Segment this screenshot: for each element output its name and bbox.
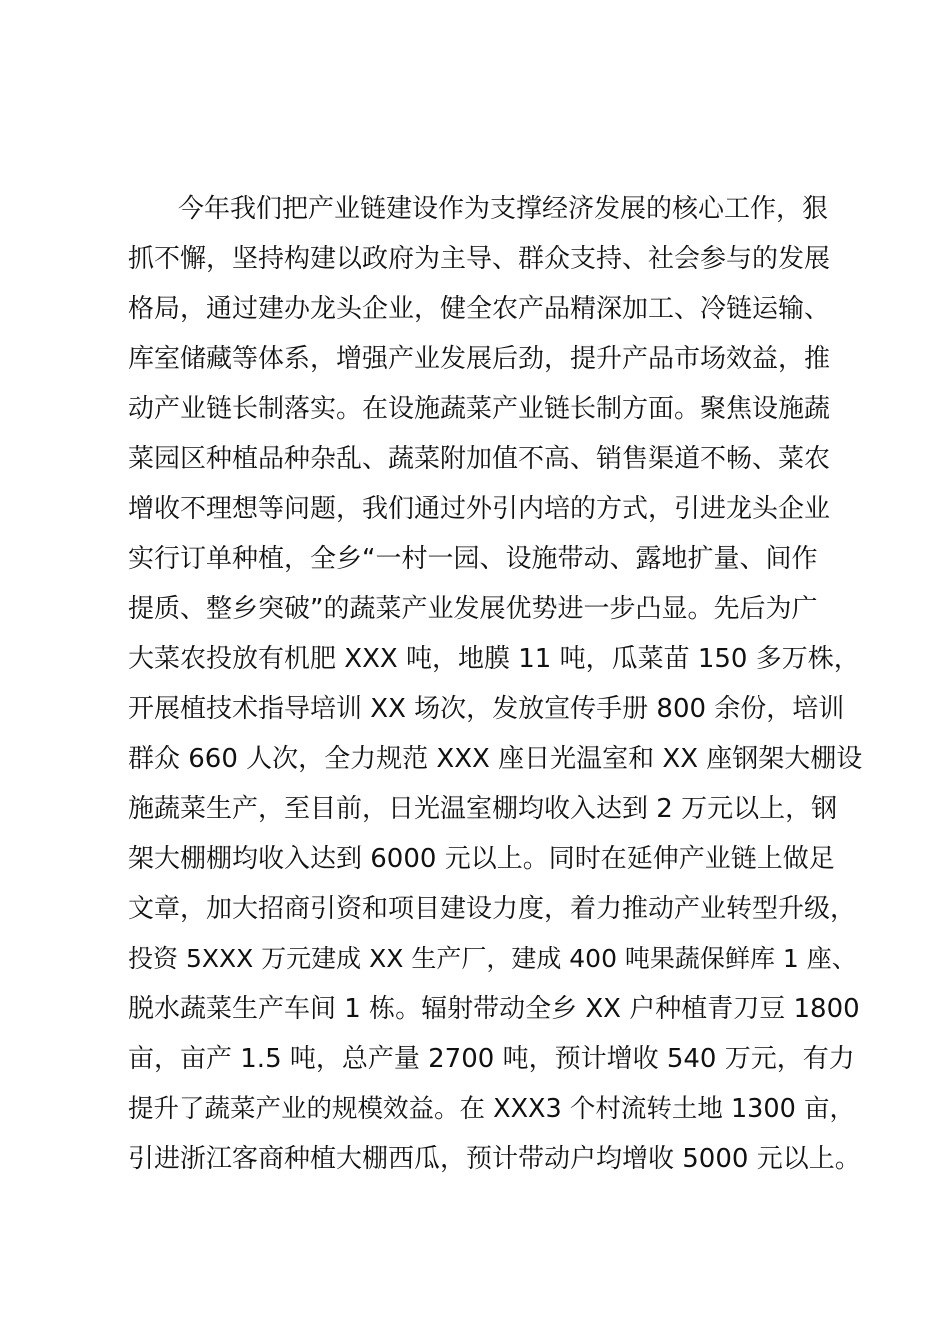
paragraph-line-2: 抓不懈，坚持构建以政府为主导、群众支持、社会参与的发展 bbox=[128, 244, 831, 274]
paragraph-line-8: 实行订单种植，全乡“一村一园、设施带动、露地扩量、间作 bbox=[128, 544, 818, 574]
paragraph-line-17: 脱水蔬菜生产车间 1 栋。辐射带动全乡 XX 户种植青刀豆 1800 bbox=[128, 994, 860, 1024]
paragraph-line-16: 投资 5XXX 万元建成 XX 生产厂，建成 400 吨果蔬保鲜库 1 座、 bbox=[128, 944, 857, 973]
paragraph-line-11: 开展植技术指导培训 XX 场次，发放宣传手册 800 余份，培训 bbox=[128, 694, 845, 724]
paragraph-line-3: 格局，通过建办龙头企业，健全农产品精深加工、冷链运输、 bbox=[128, 294, 831, 324]
paragraph-line-18: 亩，亩产 1.5 吨，总产量 2700 吨，预计增收 540 万元，有力 bbox=[128, 1044, 855, 1074]
paragraph-line-19: 提升了蔬菜产业的规模效益。在 XXX3 个村流转土地 1300 亩， bbox=[128, 1094, 855, 1124]
paragraph-line-4: 库室储藏等体系，增强产业发展后劲，提升产品市场效益，推 bbox=[128, 344, 831, 374]
paragraph-line-15: 文章，加大招商引资和项目建设力度，着力推动产业转型升级， bbox=[128, 894, 857, 924]
paragraph-line-10: 大菜农投放有机肥 XXX 吨，地膜 11 吨，瓜菜苗 150 多万株， bbox=[128, 644, 860, 674]
paragraph-line-20: 引进浙江客商种植大棚西瓜，预计带动户均增收 5000 元以上。 bbox=[128, 1144, 861, 1174]
paragraph-line-1: 今年我们把产业链建设作为支撑经济发展的核心工作，狠 bbox=[178, 194, 829, 224]
paragraph-line-7: 增收不理想等问题，我们通过外引内培的方式，引进龙头企业 bbox=[128, 494, 831, 524]
paragraph-line-14: 架大棚棚均收入达到 6000 元以上。同时在延伸产业链上做足 bbox=[128, 844, 835, 874]
paragraph-line-6: 菜园区种植品种杂乱、蔬菜附加值不高、销售渠道不畅、菜农 bbox=[128, 444, 831, 474]
paragraph-line-13: 施蔬菜生产，至目前，日光温室棚均收入达到 2 万元以上，钢 bbox=[128, 794, 838, 824]
paragraph-line-9: 提质、整乡突破”的蔬菜产业发展优势进一步凸显。先后为广 bbox=[128, 594, 818, 624]
paragraph-line-12: 群众 660 人次，全力规范 XXX 座日光温室和 XX 座钢架大棚设 bbox=[128, 744, 863, 774]
body-paragraph bbox=[128, 184, 868, 1184]
paragraph-line-5: 动产业链长制落实。在设施蔬菜产业链长制方面。聚焦设施蔬 bbox=[128, 394, 831, 424]
